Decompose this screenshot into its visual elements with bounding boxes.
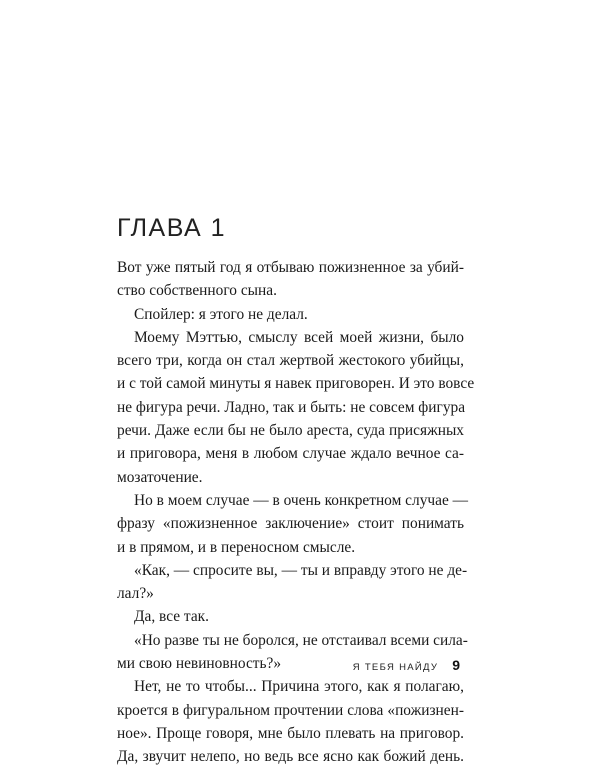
- text-line: «Как, — спросите вы, — ты и вправду этого не де-: [134, 561, 468, 579]
- chapter-title: ГЛАВА 1: [117, 214, 227, 242]
- text-line: всего три, когда он стал жертвой жестокого убийцы,: [117, 352, 464, 370]
- text-line: кроется в фигуральном прочтении слова «пожизнен-: [117, 701, 464, 719]
- text-line: не фигура речи. Ладно, так и быть: не совсем фигура: [117, 398, 466, 416]
- text-line: Вот уже пятый год я отбываю пожизненное за убий-: [117, 259, 464, 276]
- text-line: мозаточение.: [117, 468, 203, 486]
- text-line: и в прямом, и в переносном смысле.: [117, 538, 356, 556]
- page-footer: [353, 657, 460, 673]
- text-line: Но в моем случае — в очень конкретном случае —: [134, 491, 469, 509]
- text-line: «Но разве ты не боролся, не отстаивал всеми сила-: [134, 631, 468, 649]
- text-line: Моему Мэттью, смыслу всей моей жизни, было: [134, 328, 464, 346]
- body-text: [117, 256, 475, 769]
- text-line: речи. Даже если бы не было ареста, суда присяжных: [117, 422, 464, 440]
- text-line: и приговора, меня в любом случае ждало вечное са-: [117, 445, 464, 463]
- text-line: фразу «пожизненное заключение» стоит понимать: [117, 515, 464, 533]
- running-head: Я ТЕБЯ НАЙДУ: [352, 662, 439, 673]
- text-line: ми свою невиновность?»: [117, 655, 282, 673]
- text-line: Нет, не то чтобы... Причина этого, как я полагаю,: [134, 678, 464, 696]
- text-line: Да, звучит нелепо, но ведь все ясно как божий день.: [117, 748, 464, 766]
- text-line: и с той самой минуты я навек приговорен. И это вовсе: [117, 375, 475, 393]
- text-line: ное». Проще говоря, мне было плевать на приговор.: [117, 724, 464, 742]
- page-number: 9: [452, 657, 460, 673]
- text-line: Спойлер: я этого не делал.: [134, 305, 308, 323]
- text-line: ство собственного сына.: [117, 282, 277, 300]
- text-line: лал?»: [117, 585, 154, 603]
- text-line: Да, все так.: [134, 608, 209, 626]
